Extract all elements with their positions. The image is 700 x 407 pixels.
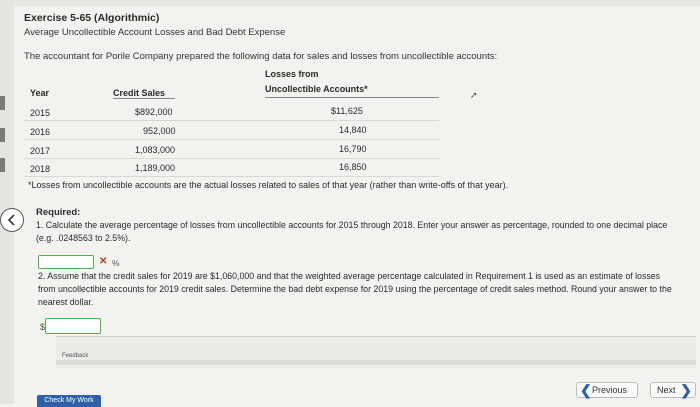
chevron-left-icon <box>5 213 19 227</box>
cell-credit-sales: 1,083,000 <box>135 145 176 155</box>
header-underline <box>265 97 439 98</box>
column-header-year: Year <box>30 88 50 98</box>
cell-credit-sales: 952,000 <box>143 126 176 136</box>
cell-losses: 16,850 <box>339 162 367 172</box>
row-divider <box>24 139 439 140</box>
question-1-example: (e.g. .0248563 to 2.5%). <box>36 233 131 243</box>
row-divider <box>24 120 439 121</box>
previous-button[interactable] <box>576 382 638 398</box>
exercise-intro: The accountant for Porile Company prepared the following data for sales and losses from uncollectible accounts: <box>24 51 498 62</box>
exercise-subtitle: Average Uncollectible Account Losses and Bad Debt Expense <box>24 27 286 38</box>
row-divider <box>24 158 439 159</box>
check-my-work-button[interactable]: Check My Work <box>37 395 101 407</box>
left-strip <box>0 0 14 404</box>
cell-losses: 16,790 <box>339 144 367 154</box>
feedback-bar <box>56 360 696 365</box>
table-footnote: *Losses from uncollectible accounts are the actual losses related to sales of that year (rather than write-offs of that year). <box>28 180 509 190</box>
cell-losses: $11,625 <box>331 106 363 116</box>
dollar-unit: $ <box>40 322 46 332</box>
question-1-text: 1. Calculate the average percentage of losses from uncollectible accounts for 2015 through 2018. Enter your answer as percentage, rounded to one decimal place <box>36 220 668 230</box>
collapse-sidebar-button[interactable] <box>0 208 24 232</box>
top-bar <box>0 0 700 6</box>
cell-year: 2018 <box>30 164 51 174</box>
question-2 <box>38 270 700 309</box>
cell-credit-sales: 1,189,000 <box>135 163 176 173</box>
row-divider <box>24 176 439 177</box>
question-2-text-line1: 2. Assume that the credit sales for 2019 are $1,060,000 and that the weighted average percentage calculated in Requirement 1 is used as an estimate of losses <box>38 271 661 281</box>
cell-year: 2015 <box>30 108 51 118</box>
required-heading: Required: <box>36 207 81 218</box>
cell-credit-sales: $892,000 <box>135 107 173 117</box>
question-2-text-line2: from uncollectible accounts for 2019 credit sales. Determine the bad debt expense for 2019 using the percentage of credit sales method. Round your answer to the <box>38 284 672 294</box>
strip-mark <box>0 96 5 110</box>
previous-label: Previous <box>592 385 628 395</box>
next-label: Next <box>657 385 676 395</box>
header-underline <box>113 98 175 99</box>
question-2-text-line3: nearest dollar. <box>38 297 94 307</box>
cell-losses: 14,840 <box>339 125 367 135</box>
strip-mark <box>0 158 5 172</box>
incorrect-icon: ✕ <box>99 256 108 267</box>
exercise-title: Exercise 5-65 (Algorithmic) <box>24 12 160 24</box>
next-button[interactable] <box>650 382 696 398</box>
chevron-right-icon: ❯ <box>680 382 692 398</box>
question-1 <box>36 219 700 245</box>
column-header-credit-sales: Credit Sales <box>113 88 166 98</box>
cursor-arrow-icon: ➚ <box>470 90 478 100</box>
feedback-label: Feedback <box>62 353 89 359</box>
q2-bad-debt-input[interactable] <box>45 318 101 334</box>
column-header-losses-line2: Uncollectible Accounts* <box>265 84 368 94</box>
chevron-left-icon: ❮ <box>580 382 592 398</box>
cell-year: 2017 <box>30 146 51 156</box>
strip-mark <box>0 128 5 142</box>
column-header-losses-line1: Losses from <box>265 69 319 79</box>
q1-percentage-input[interactable] <box>38 255 94 269</box>
exercise-header <box>24 10 696 62</box>
percent-unit: % <box>112 258 120 268</box>
cell-year: 2016 <box>30 127 51 137</box>
